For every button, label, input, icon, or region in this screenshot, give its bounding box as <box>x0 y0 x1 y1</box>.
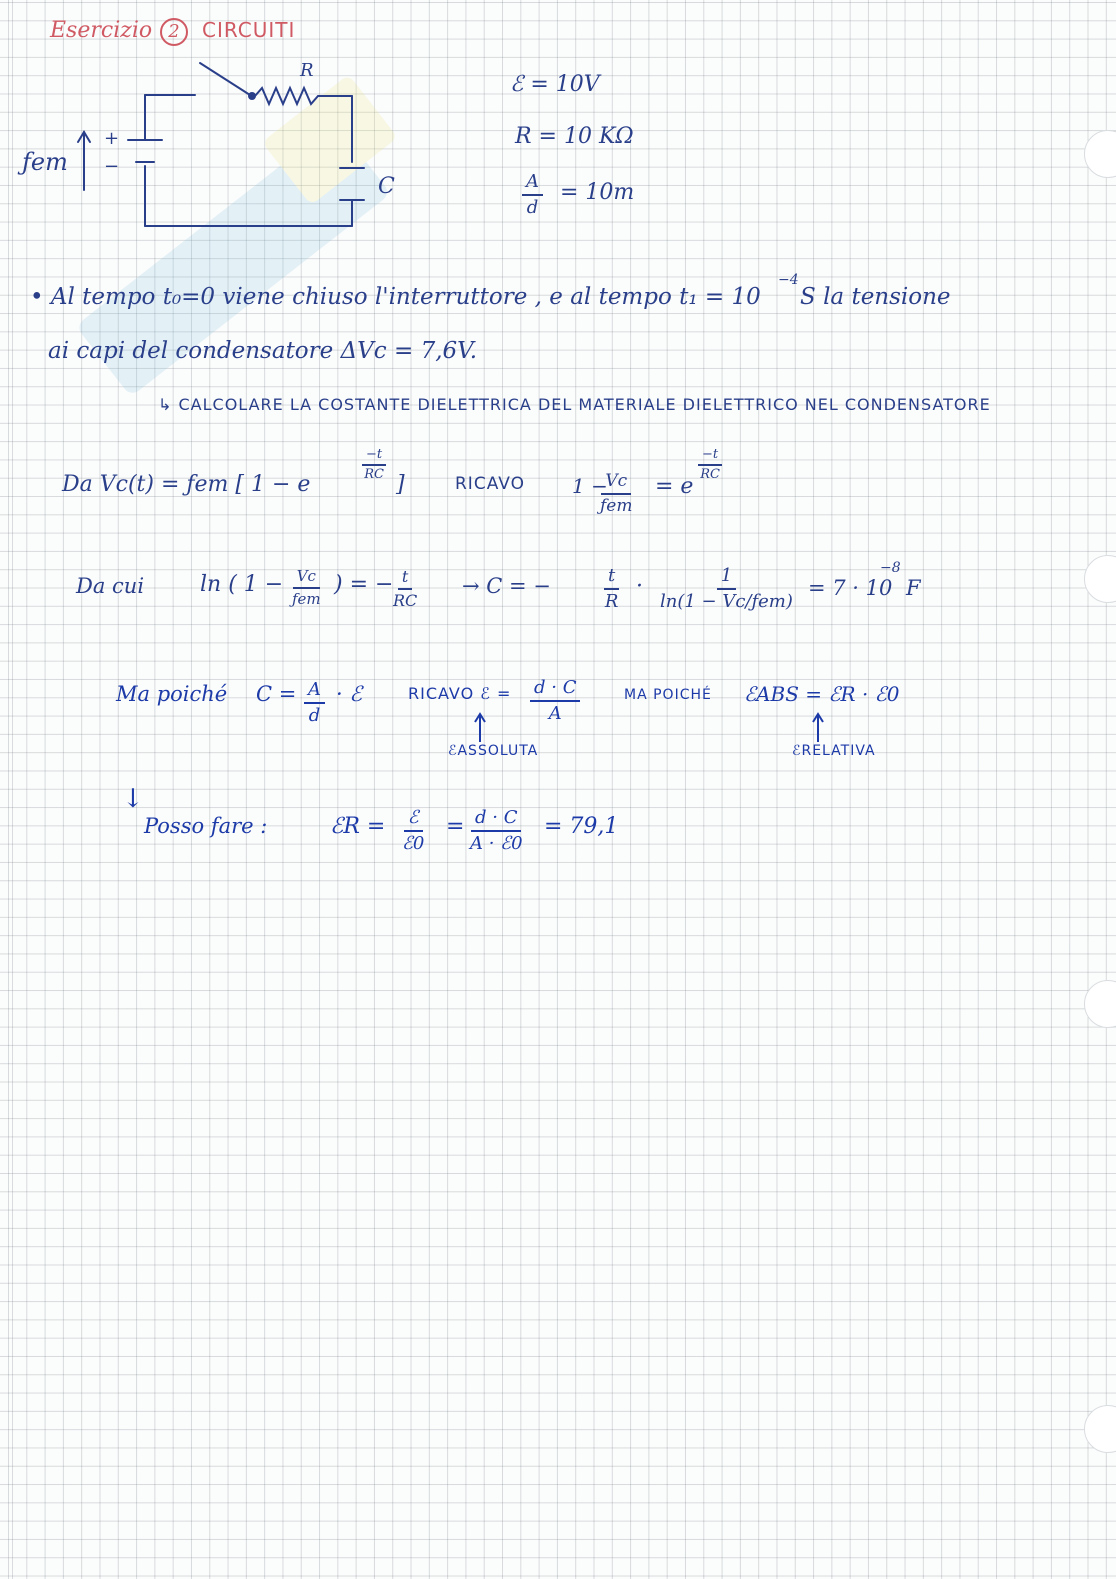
step2-dot: · <box>636 574 643 599</box>
step2-ln-open: ln ( 1 − <box>200 572 284 597</box>
step3-ricavo: RICAVO ℰ = <box>408 684 512 703</box>
step1-close: ] <box>396 472 405 497</box>
circuit-resistor-label: R <box>300 60 314 81</box>
exercise-label: Esercizio <box>50 18 153 43</box>
step4-result: = 79,1 <box>544 814 619 839</box>
step3-ma-poiche: Ma poiché <box>116 682 228 706</box>
step3-ma-poiche-2: MA POICHÉ <box>624 687 712 703</box>
step4-f1-den: ℰ0 <box>402 832 425 854</box>
binder-hole <box>1084 1405 1116 1453</box>
step1-eq-e: = e <box>655 474 694 499</box>
given-emf: ℰ = 10V <box>510 72 600 97</box>
step4-eq: = <box>446 814 465 839</box>
given-resistance: R = 10 KΩ <box>515 124 634 149</box>
step2-c-num: t <box>604 566 619 590</box>
step3-eps-abs-eq: ℰABS = ℰR · ℰ0 <box>744 682 900 706</box>
step1-frac-den: ƒem <box>600 495 633 516</box>
step2-result-unit: F <box>906 576 921 600</box>
circuit-source-label: ƒem <box>22 148 68 176</box>
problem-line-2: ai capi del condensatore ΔVc = 7,6V. <box>48 338 478 364</box>
step2-big-fraction <box>660 566 793 612</box>
step2-big-num: 1 <box>717 566 736 590</box>
circuit-minus: − <box>104 156 120 177</box>
step3-note-rel: ℰRELATIVA <box>792 743 876 759</box>
step1-fraction <box>600 472 632 515</box>
step3-cap-num: A <box>304 680 325 704</box>
binder-hole <box>1084 555 1116 603</box>
step4-f2-num: d · C <box>471 808 521 832</box>
step1-lhs: 1 − <box>572 474 608 498</box>
step3-eps-num: d · C <box>530 678 580 702</box>
step4-f1-num: ℰ <box>404 808 423 832</box>
step2-c-fraction <box>604 566 619 612</box>
step3-eps-fraction <box>530 678 580 724</box>
resistor <box>255 88 352 104</box>
step4-eps-r: ℰR = <box>330 814 386 839</box>
step3-times-eps: · ℰ <box>336 682 363 706</box>
step1-rhs-exp-den: RC <box>700 467 720 483</box>
exercise-number: 2 <box>160 18 188 46</box>
ratio-denominator: d <box>526 196 539 218</box>
pointer-arrow-abs <box>470 710 490 744</box>
switch <box>200 63 250 95</box>
step4-fraction-1 <box>402 808 424 854</box>
step2-rhs-num: t <box>398 568 412 590</box>
circuit-plus: + <box>104 128 120 149</box>
step2-rhs-den: RC <box>393 590 418 610</box>
circuit-diagram <box>0 50 470 240</box>
problem-line-1a: • Al tempo t₀=0 viene chiuso l'interruttore , e al tempo t₁ = 10 <box>30 284 761 310</box>
circuit-capacitor-label: C <box>378 174 395 199</box>
step2-frac-num: Vc <box>293 568 320 589</box>
step4-label: Posso fare : <box>144 814 268 838</box>
step3-c-eq: C = <box>256 682 297 706</box>
problem-exponent: −4 <box>778 272 799 288</box>
step4-fraction-2 <box>470 808 523 854</box>
problem-task: ↳ CALCOLARE LA COSTANTE DIELETTRICA DEL MATERIALE DIELETTRICO NEL CONDENSATORE <box>158 395 991 414</box>
step1-ricavo: RICAVO <box>455 474 525 494</box>
pointer-arrow-rel <box>808 710 828 744</box>
step2-rhs-fraction <box>393 568 417 609</box>
step1-formula: Da Vc(t) = ƒem [ 1 − e <box>62 472 311 497</box>
problem-line-1 <box>30 286 761 309</box>
step2-frac-den: ƒem <box>292 589 321 608</box>
step3-cap-den: d <box>308 704 321 726</box>
step3-cap-fraction <box>304 680 325 726</box>
given-ratio-value: = 10m <box>560 180 635 205</box>
step2-fraction <box>292 568 321 607</box>
step1-rhs-exponent <box>698 448 722 483</box>
step1-frac-num: Vc <box>601 472 631 495</box>
step2-ln-close: ) = − <box>334 572 394 597</box>
step3-note-abs: ℰASSOLUTA <box>448 743 539 759</box>
step4-f2-den: A · ℰ0 <box>470 832 523 854</box>
step1-exp-den: RC <box>364 467 384 483</box>
step1-exponent <box>362 448 386 483</box>
step2-big-den: ln(1 − Vc/ƒem) <box>660 590 793 612</box>
step2-arrow: → C = − <box>462 574 551 598</box>
step1-rhs-exp-num: −t <box>698 448 722 466</box>
step2-prefix: Da cui <box>76 574 145 598</box>
step2-result-exponent: −8 <box>880 560 901 576</box>
step3-eps-den: A <box>548 702 562 724</box>
exercise-topic: CIRCUITI <box>202 18 296 42</box>
problem-line-1b: S la tensione <box>800 284 951 310</box>
step1-exp-num: −t <box>362 448 386 466</box>
step4-arrow: ↓ <box>122 784 144 814</box>
given-ratio-fraction <box>522 172 543 218</box>
step2-c-den: R <box>604 590 619 612</box>
binder-hole <box>1084 130 1116 178</box>
step2-result: = 7 · 10 <box>808 576 893 600</box>
ratio-numerator: A <box>522 172 543 196</box>
binder-hole <box>1084 980 1116 1028</box>
